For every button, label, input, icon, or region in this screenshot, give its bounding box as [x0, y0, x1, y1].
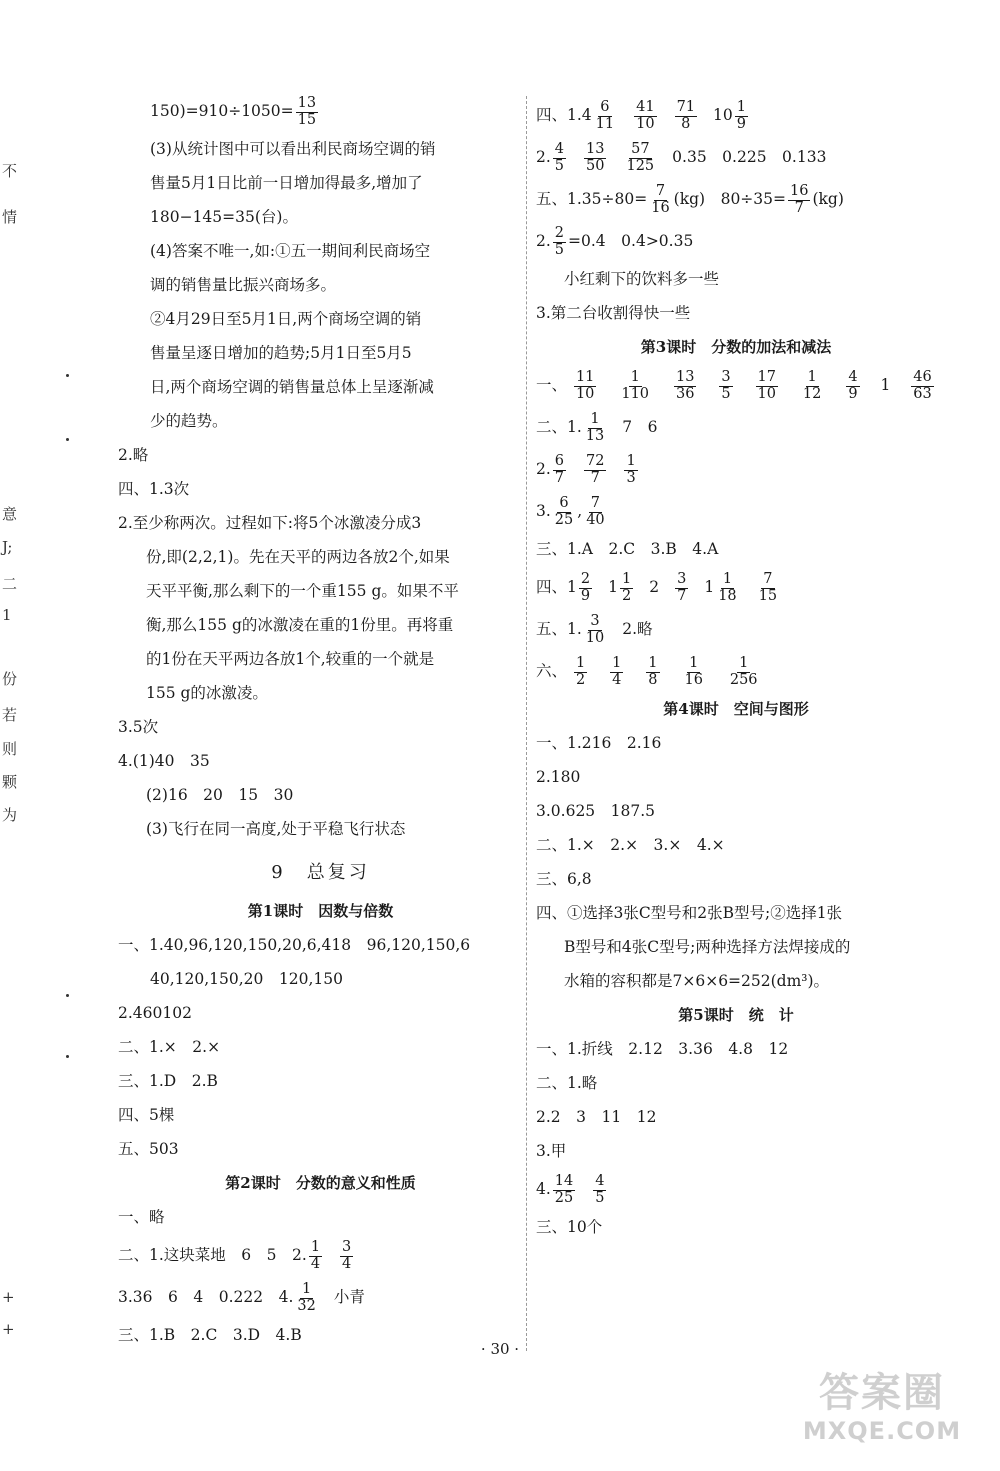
- denominator: 5: [554, 157, 565, 174]
- edge-char: 1: [2, 606, 12, 624]
- answer-line: [536, 1168, 936, 1210]
- denominator: 9: [848, 385, 858, 402]
- denominator: 11: [595, 115, 615, 132]
- fraction: [675, 572, 688, 603]
- numerator: 7: [763, 571, 773, 588]
- line-text: 3.36 6 4 0.222 4.: [118, 1288, 294, 1306]
- numerator: 3: [342, 1239, 352, 1256]
- numerator: 3: [677, 571, 687, 588]
- answer-line: 天平平衡,那么剩下的一个重155 g。如果不平: [146, 582, 459, 600]
- answer-line: 三、6,8: [536, 870, 592, 888]
- denominator: 25: [554, 511, 574, 528]
- answer-line: 售量5月1日比前一日增加得最多,增加了: [150, 174, 423, 192]
- line-text: 六、: [536, 662, 568, 680]
- denominator: 50: [586, 157, 605, 174]
- answer-line: [536, 94, 936, 136]
- numerator: 1: [689, 655, 699, 672]
- answer-line: 二、1.× 2.×: [118, 1038, 221, 1056]
- line-text: (kg): [812, 190, 844, 208]
- numerator: 1: [612, 655, 622, 672]
- edge-char: 则: [2, 740, 18, 758]
- answer-line: 二、1.× 2.× 3.× 4.×: [536, 836, 725, 854]
- denominator: 7: [554, 469, 565, 486]
- answer-line: 180−145=35(台)。: [150, 208, 298, 226]
- fraction: [649, 184, 671, 215]
- answer-line: [536, 490, 936, 532]
- line-text: 150)=910÷1050=: [150, 102, 294, 120]
- answer-line: [118, 1276, 523, 1318]
- numerator: 72: [586, 453, 605, 470]
- numerator: 6: [559, 495, 569, 512]
- answer-line: [536, 220, 936, 262]
- answer-line: [536, 448, 936, 490]
- denominator: 32: [297, 1297, 316, 1314]
- numerator: 4: [848, 369, 858, 386]
- answer-line: 水箱的容积都是7×6×6=252(dm³)。: [564, 972, 830, 990]
- numerator: 41: [636, 99, 655, 116]
- watermark-logo: [782, 1369, 982, 1459]
- numerator: 2: [580, 571, 591, 588]
- fraction: [584, 142, 606, 173]
- denominator: 40: [586, 511, 605, 528]
- fraction: [594, 100, 616, 131]
- denominator: 110: [621, 385, 650, 402]
- line-text: 五、1.: [536, 620, 582, 638]
- answer-line: 40,120,150,20 120,150: [150, 970, 343, 988]
- numerator: 1: [590, 411, 600, 428]
- fraction: [574, 370, 596, 401]
- denominator: 13: [585, 427, 605, 444]
- fraction: [634, 100, 656, 131]
- numerator: 7: [590, 495, 601, 512]
- fraction: [757, 572, 779, 603]
- line-text: 五、1.35÷80=: [536, 190, 648, 208]
- denominator: 4: [342, 1255, 352, 1272]
- line-text: 四、1.4: [536, 106, 592, 124]
- scan-dot: [66, 374, 69, 377]
- numerator: 46: [913, 369, 932, 386]
- denominator: 10: [757, 385, 776, 402]
- denominator: 5: [595, 1189, 605, 1206]
- answer-line: 五、503: [118, 1140, 179, 1158]
- line-text: 10: [713, 106, 733, 124]
- answer-line: 3.5次: [118, 718, 159, 736]
- answer-line: 日,两个商场空调的销售量总体上呈逐渐减: [150, 378, 434, 396]
- denominator: 25: [554, 1189, 574, 1206]
- answer-line: [536, 566, 936, 608]
- fraction: [553, 142, 566, 173]
- scan-dot: [66, 994, 69, 997]
- answer-line: 4.(1)40 35: [118, 752, 210, 770]
- left-column: [118, 90, 523, 1352]
- answer-line: 3.甲: [536, 1142, 567, 1160]
- fraction: [646, 656, 659, 687]
- numerator: 13: [586, 141, 605, 158]
- answer-line: [536, 406, 936, 448]
- answer-line: 3.第二台收割得快一些: [536, 304, 691, 322]
- answer-line: 调的销售量比振兴商场多。: [150, 276, 337, 294]
- answer-line: 份,即(2,2,1)。先在天平的两边各放2个,如果: [146, 548, 450, 566]
- denominator: 7: [677, 587, 687, 604]
- numerator: 7: [655, 183, 666, 200]
- line-text: 0.35 0.225 0.133: [672, 148, 827, 166]
- line-text: 2: [649, 578, 660, 596]
- answer-line: (4)答案不唯一,如:①五一期间利民商场空: [150, 242, 431, 260]
- denominator: 16: [684, 671, 703, 688]
- fraction: [801, 370, 823, 401]
- edge-char: +: [2, 1320, 15, 1338]
- numerator: 1: [626, 453, 636, 470]
- fraction: [619, 370, 651, 401]
- fraction: [911, 370, 933, 401]
- fraction: [553, 226, 566, 257]
- denominator: 2: [621, 587, 632, 604]
- line-text: 四、1: [536, 578, 577, 596]
- fraction: [735, 100, 748, 131]
- answer-line: 的1份在天平两边各放1个,较重的一个就是: [146, 650, 435, 668]
- fraction: [296, 96, 318, 127]
- answer-line: 2.至少称两次。过程如下:将5个冰激凌分成3: [118, 514, 422, 532]
- answer-line: [536, 178, 936, 220]
- fraction: [574, 656, 587, 687]
- line-text: 1: [880, 376, 891, 394]
- numerator: 6: [600, 99, 610, 116]
- numerator: 14: [554, 1173, 574, 1190]
- denominator: 36: [675, 385, 695, 402]
- answer-line: 四、①选择3张C型号和2张B型号;②选择1张: [536, 904, 843, 922]
- lesson-title: 第4课时 空间与图形: [663, 700, 809, 718]
- numerator: 13: [297, 95, 317, 112]
- fraction: [728, 656, 760, 687]
- denominator: 9: [736, 115, 746, 132]
- numerator: 16: [790, 183, 809, 200]
- fraction: [624, 142, 656, 173]
- fraction: [682, 656, 704, 687]
- fraction: [674, 370, 696, 401]
- answer-line: (3)从统计图中可以看出利民商场空调的销: [150, 140, 436, 158]
- numerator: 1: [302, 1281, 312, 1298]
- denominator: 8: [648, 671, 658, 688]
- edge-char: 若: [2, 706, 18, 724]
- fraction: [846, 370, 859, 401]
- fraction: [309, 1240, 322, 1271]
- answer-line: 售量呈逐日增加的趋势;5月1日至5月5: [150, 344, 412, 362]
- watermark-text: 答案圈: [819, 1370, 945, 1416]
- line-text: 2.: [536, 232, 551, 250]
- denominator: 2: [575, 671, 586, 688]
- numerator: 4: [595, 1173, 605, 1190]
- numerator: 1: [621, 571, 632, 588]
- denominator: 9: [580, 587, 591, 604]
- denominator: 125: [626, 157, 655, 174]
- numerator: 1: [575, 655, 586, 672]
- answer-line: [118, 90, 523, 132]
- line-text: 1: [608, 578, 618, 596]
- answer-line: ②4月29日至5月1日,两个商场空调的销: [150, 310, 422, 328]
- fraction: [340, 1240, 353, 1271]
- fraction: [579, 572, 592, 603]
- answer-line: 少的趋势。: [150, 412, 228, 430]
- line-text: 小青: [333, 1288, 365, 1306]
- answer-line: 三、1.D 2.B: [118, 1072, 218, 1090]
- numerator: 1: [722, 571, 733, 588]
- fraction: [553, 454, 566, 485]
- answer-line: [118, 1234, 523, 1276]
- answer-line: 四、1.3次: [118, 480, 190, 498]
- edge-char: 份: [2, 670, 18, 688]
- right-column: [536, 94, 936, 1244]
- line-text: (kg) 80÷35=: [673, 190, 787, 208]
- denominator: 3: [626, 469, 636, 486]
- answer-line: 2.180: [536, 768, 581, 786]
- numerator: 1: [736, 99, 746, 116]
- line-text: 二、1.: [536, 418, 582, 436]
- scan-dot: [66, 438, 69, 441]
- numerator: 11: [575, 369, 595, 386]
- line-text: 7 6: [622, 418, 658, 436]
- line-text: 一、: [536, 376, 568, 394]
- fraction: [719, 370, 732, 401]
- numerator: 1: [630, 369, 640, 386]
- denominator: 8: [681, 115, 691, 132]
- fraction: [716, 572, 738, 603]
- answer-line: [536, 364, 936, 406]
- answer-line: 三、1.B 2.C 3.D 4.B: [118, 1326, 302, 1344]
- fraction: [295, 1282, 317, 1313]
- fraction: [584, 496, 606, 527]
- watermark-url: MXQE.COM: [802, 1417, 962, 1445]
- denominator: 5: [721, 385, 731, 402]
- edge-char: 情: [2, 208, 18, 226]
- fraction: [593, 1174, 606, 1205]
- denominator: 256: [729, 671, 758, 688]
- numerator: 3: [590, 613, 600, 630]
- denominator: 63: [913, 385, 932, 402]
- numerator: 6: [554, 453, 565, 470]
- column-divider: [526, 96, 527, 1351]
- denominator: 16: [651, 199, 670, 216]
- denominator: 10: [575, 385, 595, 402]
- answer-line: [536, 608, 936, 650]
- line-text: 3.: [536, 502, 551, 520]
- numerator: 3: [721, 369, 731, 386]
- numerator: 1: [310, 1239, 321, 1256]
- answer-line: 二、1.略: [536, 1074, 598, 1092]
- answer-line: 2.略: [118, 446, 149, 464]
- edge-char: 颗: [2, 773, 18, 791]
- answer-line: (3)飞行在同一高度,处于平稳飞行状态: [146, 820, 406, 838]
- fraction: [788, 184, 810, 215]
- edge-char: +: [2, 1288, 15, 1306]
- numerator: 2: [554, 225, 565, 242]
- answer-line: 三、1.A 2.C 3.B 4.A: [536, 540, 719, 558]
- scan-dot: [66, 1055, 69, 1058]
- line-text: 2.: [536, 148, 551, 166]
- answer-line: 小红剩下的饮料多一些: [564, 270, 720, 288]
- edge-char: J;: [2, 538, 13, 556]
- numerator: 1: [739, 655, 749, 672]
- answer-line: 一、1.40,96,120,150,20,6,418 96,120,150,6: [118, 936, 471, 954]
- denominator: 10: [585, 629, 605, 646]
- answer-line: [536, 650, 936, 692]
- denominator: 5: [554, 241, 565, 258]
- numerator: 17: [757, 369, 776, 386]
- denominator: 4: [310, 1255, 321, 1272]
- denominator: 7: [794, 199, 804, 216]
- lesson-title: 第3课时 分数的加法和减法: [640, 338, 832, 356]
- lesson-title: 第5课时 统 计: [678, 1006, 794, 1024]
- denominator: 15: [758, 587, 778, 604]
- fraction: [675, 100, 697, 131]
- numerator: 13: [675, 369, 695, 386]
- answer-line: 2.460102: [118, 1004, 192, 1022]
- edge-char: 不: [2, 162, 18, 180]
- page-number: · 30 ·: [480, 1340, 520, 1358]
- answer-line: 衡,那么155 g的冰激凌在重的1份里。再将重: [146, 616, 454, 634]
- answer-line: 三、10个: [536, 1218, 603, 1236]
- answer-line: 一、略: [118, 1208, 165, 1226]
- edge-char: 为: [2, 806, 18, 824]
- fraction: [756, 370, 778, 401]
- denominator: 7: [590, 469, 600, 486]
- answer-line: 155 g的冰激凌。: [146, 684, 268, 702]
- numerator: 1: [648, 655, 658, 672]
- numerator: 1: [807, 369, 817, 386]
- answer-line: 一、1.折线 2.12 3.36 4.8 12: [536, 1040, 789, 1058]
- answer-line: (2)16 20 15 30: [146, 786, 294, 804]
- answer-line: 2.2 3 11 12: [536, 1108, 657, 1126]
- section-title: 9 总复习: [271, 862, 370, 883]
- numerator: 4: [554, 141, 565, 158]
- fraction: [620, 572, 633, 603]
- lesson-title: 第1课时 因数与倍数: [247, 902, 394, 920]
- fraction: [610, 656, 623, 687]
- denominator: 4: [612, 671, 622, 688]
- numerator: 57: [631, 141, 650, 158]
- fraction: [584, 614, 606, 645]
- fraction: [584, 412, 606, 443]
- line-text: 4.: [536, 1180, 551, 1198]
- answer-line: B型号和4张C型号;两种选择方法焊接成的: [564, 938, 851, 956]
- denominator: 18: [718, 587, 737, 604]
- fraction: [553, 496, 575, 527]
- fraction: [584, 454, 606, 485]
- lesson-title: 第2课时 分数的意义和性质: [225, 1174, 416, 1192]
- line-text: 1: [704, 578, 715, 596]
- line-text: 二、1.这块菜地 6 5 2.: [118, 1246, 307, 1264]
- line-text: 2.: [536, 460, 551, 478]
- denominator: 10: [636, 115, 655, 132]
- denominator: 12: [802, 385, 822, 402]
- line-text: =0.4 0.4>0.35: [568, 232, 694, 250]
- edge-char: 意: [2, 505, 18, 523]
- line-text: 2.略: [622, 620, 653, 638]
- denominator: 15: [297, 111, 317, 128]
- answer-line: [536, 136, 936, 178]
- fraction: [553, 1174, 575, 1205]
- answer-line: 四、5棵: [118, 1106, 175, 1124]
- line-text: ,: [577, 502, 583, 520]
- answer-line: 3.0.625 187.5: [536, 802, 656, 820]
- edge-char: 二: [2, 575, 18, 593]
- fraction: [624, 454, 637, 485]
- numerator: 71: [676, 99, 696, 116]
- answer-line: 一、1.216 2.16: [536, 734, 662, 752]
